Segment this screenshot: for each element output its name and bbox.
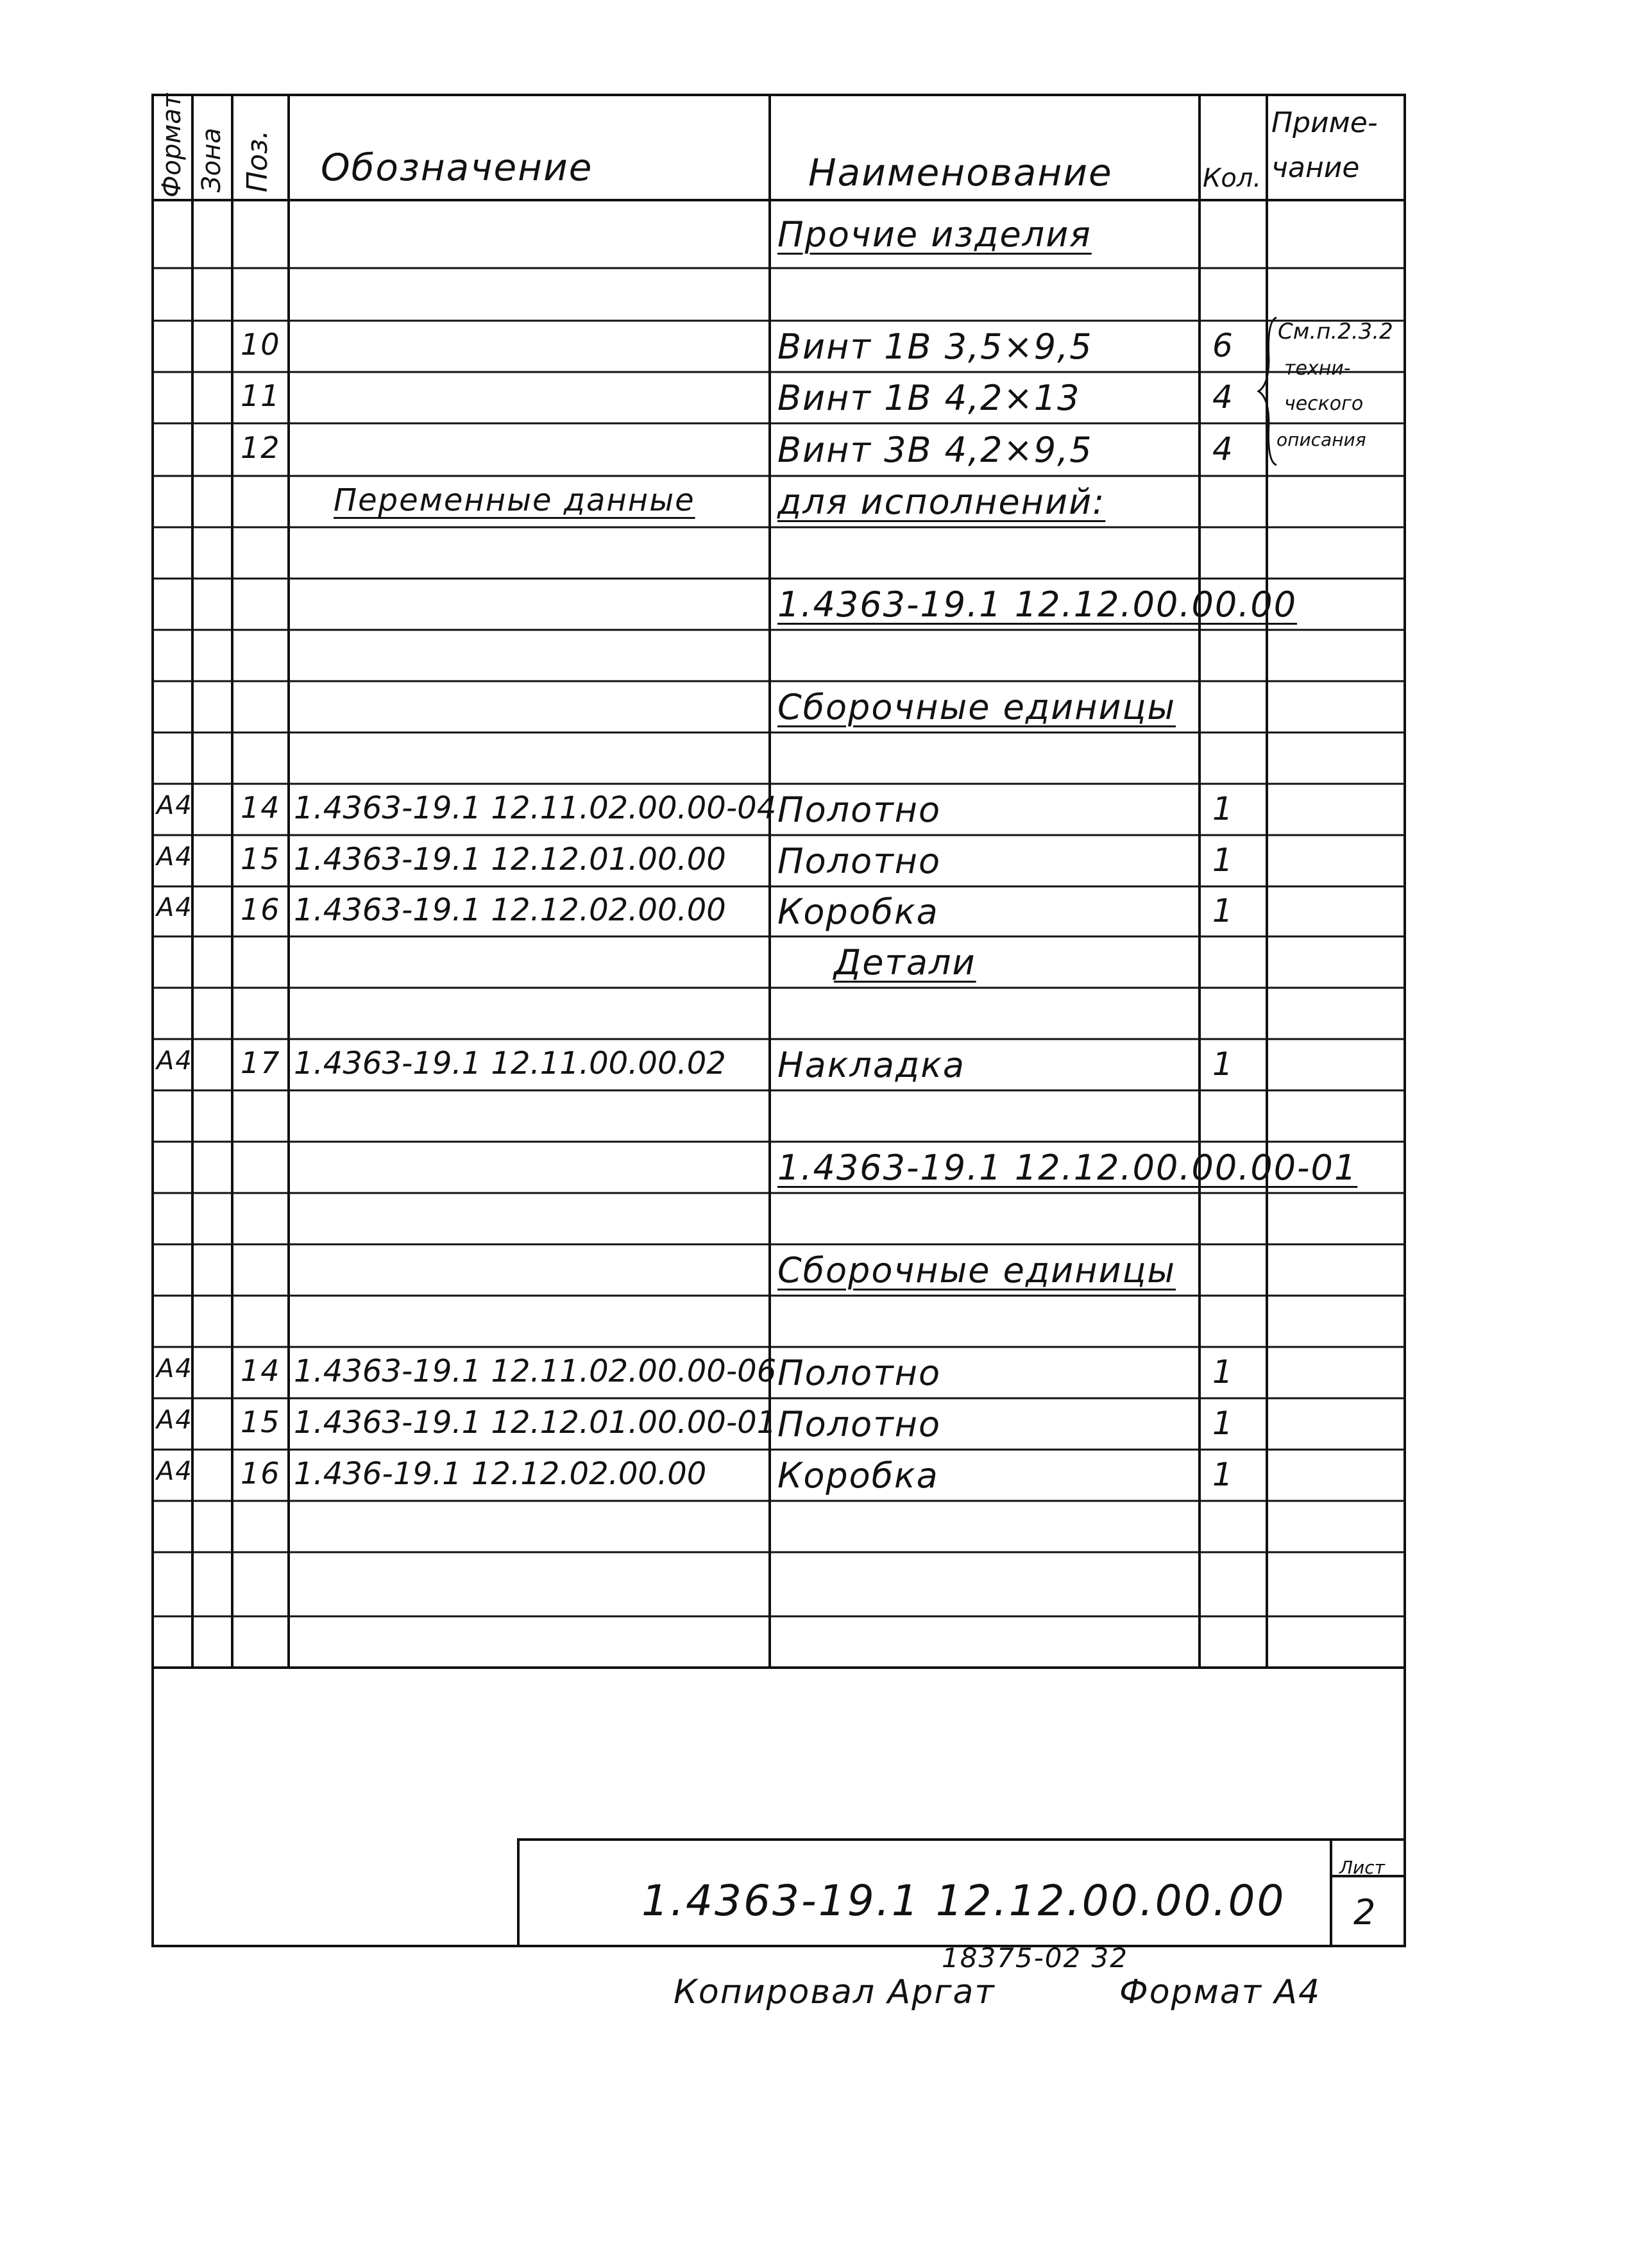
cell-name: Прочие изделия xyxy=(777,214,1092,255)
cell-name: Коробка xyxy=(777,892,939,932)
note-line-4: описания xyxy=(1276,429,1366,450)
footer-format: Формат А4 xyxy=(1119,1973,1321,2011)
cell-pos: 12 xyxy=(241,430,281,465)
cell-qty: 1 xyxy=(1212,892,1234,929)
header-designation: Обозначение xyxy=(321,146,593,189)
header-zone: Зона xyxy=(197,128,226,192)
cell-qty: 1 xyxy=(1212,1353,1234,1391)
cell-designation: Переменные данные xyxy=(334,482,695,518)
cell-name: Коробка xyxy=(777,1455,939,1496)
sheet-label: Лист xyxy=(1339,1857,1385,1878)
archive-number: 18375-02 32 xyxy=(942,1942,1129,1974)
cell-pos: 16 xyxy=(241,1456,281,1491)
cell-name: Сборочные единицы xyxy=(777,687,1176,727)
cell-name: Накладка xyxy=(777,1045,965,1085)
copied-by: Копировал Аргат xyxy=(674,1973,996,2011)
cell-designation: 1.4363-19.1 12.12.01.00.00-01 xyxy=(294,1405,777,1441)
cell-pos: 15 xyxy=(241,1405,281,1439)
cell-pos: 11 xyxy=(241,378,281,413)
cell-qty: 1 xyxy=(1212,1045,1234,1083)
cell-qty: 1 xyxy=(1212,790,1234,827)
cell-name: Полотно xyxy=(777,1404,941,1444)
cell-pos: 10 xyxy=(241,327,281,362)
cell-pos: 16 xyxy=(241,892,281,927)
note-line-2: техни- xyxy=(1284,357,1351,380)
header-name: Наименование xyxy=(808,151,1113,194)
cell-designation: 1.4363-19.1 12.12.02.00.00 xyxy=(294,892,726,928)
cell-designation: 1.4363-19.1 12.11.02.00.00-04 xyxy=(294,790,777,826)
cell-format: А4 xyxy=(157,893,193,922)
cell-qty: 1 xyxy=(1212,1405,1234,1442)
cell-name: Винт 1В 3,5×9,5 xyxy=(777,326,1093,367)
cell-name: Полотно xyxy=(777,790,941,830)
cell-designation: 1.4363-19.1 12.11.00.00.02 xyxy=(294,1045,726,1081)
cell-pos: 17 xyxy=(241,1045,281,1080)
header-note-2: чание xyxy=(1271,151,1360,184)
cell-format: А4 xyxy=(157,1405,193,1435)
cell-format: А4 xyxy=(157,1046,193,1076)
cell-qty: 1 xyxy=(1212,1456,1234,1493)
cell-name: Винт 3В 4,2×9,5 xyxy=(777,430,1093,470)
cell-qty: 4 xyxy=(1212,378,1234,416)
header-format: Формат xyxy=(157,93,187,198)
cell-name: 1.4363-19.1 12.12.00.00.00-01 xyxy=(777,1147,1358,1188)
sheet-number: 2 xyxy=(1353,1892,1376,1933)
cell-designation: 1.4363-19.1 12.11.02.00.00-06 xyxy=(294,1353,777,1389)
cell-pos: 15 xyxy=(241,842,281,876)
cell-designation: 1.4363-19.1 12.12.01.00.00 xyxy=(294,842,726,877)
cell-name: Полотно xyxy=(777,841,941,881)
cell-qty: 1 xyxy=(1212,842,1234,879)
cell-format: А4 xyxy=(157,1457,193,1486)
cell-name: 1.4363-19.1 12.12.00.00.00 xyxy=(777,584,1298,625)
document-number: 1.4363-19.1 12.12.00.00.00 xyxy=(641,1876,1286,1925)
cell-qty: 6 xyxy=(1212,327,1234,364)
cell-format: А4 xyxy=(157,842,193,872)
cell-name: Винт 1В 4,2×13 xyxy=(777,378,1081,418)
cell-pos: 14 xyxy=(241,1353,281,1388)
cell-name: Сборочные единицы xyxy=(777,1250,1176,1291)
header-pos: Поз. xyxy=(241,130,274,192)
cell-name: для исполнений: xyxy=(777,482,1106,522)
cell-designation: 1.436-19.1 12.12.02.00.00 xyxy=(294,1456,707,1492)
cell-format: А4 xyxy=(157,791,193,820)
header-qty: Кол. xyxy=(1203,164,1262,193)
cell-format: А4 xyxy=(157,1354,193,1384)
cell-name: Полотно xyxy=(777,1353,941,1393)
cell-qty: 4 xyxy=(1212,430,1234,468)
cell-pos: 14 xyxy=(241,790,281,825)
cell-name: Детали xyxy=(834,942,976,983)
note-line-1: См.п.2.3.2 xyxy=(1278,319,1393,344)
header-note-1: Приме- xyxy=(1271,106,1378,139)
note-line-3: ческого xyxy=(1284,393,1364,415)
